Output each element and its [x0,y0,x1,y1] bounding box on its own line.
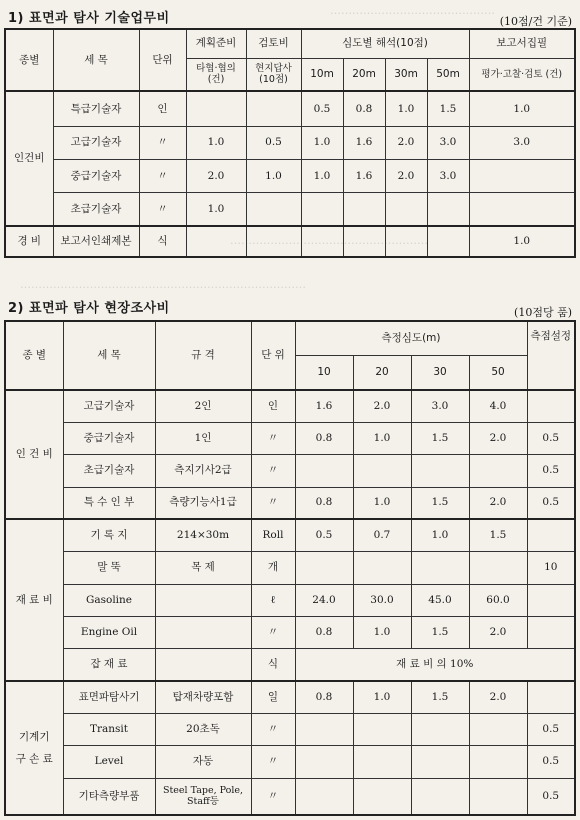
table-row [5,487,575,519]
row-d30 [411,746,469,778]
table-row [5,552,575,584]
row-unit: Roll [251,519,295,551]
row-setup: 0.5 [527,422,575,454]
row-unit: 일 [251,681,295,713]
row-unit: 인 [251,390,295,422]
row-d10: 0.8 [295,681,353,713]
row-d50: 3.0 [427,160,469,193]
row-item: Level [63,746,155,778]
row-d50: 2.0 [469,422,527,454]
header-review: 검토비 [246,29,301,58]
row-d50 [427,226,469,257]
row-setup [527,616,575,648]
row-item: 기 록 지 [63,519,155,551]
row-d30: 3.0 [411,390,469,422]
row-d10 [295,746,353,778]
header-report-sub: 평가·고찰·검토 (건) [469,58,575,91]
row-spec: 2인 [155,390,251,422]
row-d20 [353,746,411,778]
row-d30 [385,226,427,257]
row-spec: Steel Tape, Pole, Staff등 [155,778,251,815]
row-d30: 45.0 [411,584,469,616]
row-report: 1.0 [469,91,575,126]
row-d50: 1.5 [469,519,527,551]
section2-table [4,320,576,816]
table-row [5,584,575,616]
row-d50 [469,552,527,584]
header-depth-10: 10m [301,58,343,91]
row-d20 [353,552,411,584]
row-review [246,193,301,226]
table-row [5,616,575,648]
row-unit: 〃 [251,616,295,648]
header-plan: 계획준비 [186,29,246,58]
row-d50: 1.5 [427,91,469,126]
row-d20 [343,226,385,257]
table-row [5,422,575,454]
row-d50 [469,455,527,487]
row-d30: 1.5 [411,487,469,519]
row-d30: 1.0 [411,519,469,551]
row-d50: 2.0 [469,487,527,519]
row-item: 특급기술자 [53,91,139,126]
row-d30 [411,713,469,745]
table-row [5,193,575,226]
group-personnel: 인건비 [5,91,53,226]
row-d50 [469,713,527,745]
row-d30: 2.0 [385,160,427,193]
row-setup [527,390,575,422]
header-category: 종 별 [5,321,63,390]
row-d50: 3.0 [427,126,469,159]
row-d30: 1.5 [411,422,469,454]
row-unit: 〃 [251,778,295,815]
header-depth-20: 20 [353,356,411,391]
row-d20: 1.0 [353,681,411,713]
row-item: 고급기술자 [63,390,155,422]
row-d10 [301,226,343,257]
row-spec: 214×30m [155,519,251,551]
row-d10 [295,455,353,487]
row-d20 [343,193,385,226]
row-d50: 4.0 [469,390,527,422]
row-plan [186,91,246,126]
row-unit: 〃 [251,746,295,778]
bleed-through-text: ……………………………………… [330,4,495,17]
row-item: 잡 재 료 [63,649,155,681]
row-d30: 1.5 [411,681,469,713]
row-d10: 24.0 [295,584,353,616]
header-depth-group: 측정심도(m) [295,321,527,356]
row-spec: 자동 [155,746,251,778]
header-report: 보고서집필 [469,29,575,58]
row-d20: 1.6 [343,160,385,193]
row-review [246,91,301,126]
section2-unit-note: (10점당 품) [514,306,572,319]
row-d30 [411,455,469,487]
row-d10: 1.0 [301,126,343,159]
row-review [246,226,301,257]
group-material: 재 료 비 [5,519,63,681]
row-unit: 〃 [251,455,295,487]
row-unit: 〃 [139,193,186,226]
row-d20: 1.6 [343,126,385,159]
row-d10 [301,193,343,226]
row-unit: 〃 [251,713,295,745]
table-row [5,746,575,778]
row-item: 중급기술자 [53,160,139,193]
row-review: 0.5 [246,126,301,159]
row-unit: 〃 [139,160,186,193]
row-report: 1.0 [469,226,575,257]
row-d20: 1.0 [353,422,411,454]
row-item: 표면파탐사기 [63,681,155,713]
row-setup: 0.5 [527,746,575,778]
row-item: 고급기술자 [53,126,139,159]
header-depth-group: 심도별 해석(10점) [301,29,469,58]
row-unit: 인 [139,91,186,126]
row-d10: 1.0 [301,160,343,193]
row-item: 보고서인쇄제본 [53,226,139,257]
table-row [5,390,575,422]
row-d50: 60.0 [469,584,527,616]
row-spec: 측지기사2급 [155,455,251,487]
header-depth-50: 50m [427,58,469,91]
row-item: Gasoline [63,584,155,616]
row-setup [527,519,575,551]
header-review-sub: 현지답사 (10점) [246,58,301,91]
row-spec: 측량기능사1급 [155,487,251,519]
row-item: 중급기술자 [63,422,155,454]
row-d20 [353,455,411,487]
header-plan-sub: 타협·협의 (건) [186,58,246,91]
header-depth-30: 30 [411,356,469,391]
row-plan: 1.0 [186,193,246,226]
header-depth-30: 30m [385,58,427,91]
row-d30: 1.0 [385,91,427,126]
row-spec: 20초독 [155,713,251,745]
row-item: Transit [63,713,155,745]
table-row [5,649,575,681]
table-row [5,778,575,815]
header-depth-20: 20m [343,58,385,91]
header-item: 세 목 [53,29,139,91]
row-spec: 탑재차량포함 [155,681,251,713]
row-d30: 2.0 [385,126,427,159]
header-depth-10: 10 [295,356,353,391]
row-plan [186,226,246,257]
section2-title: 2) 표면파 탐사 현장조사비 [8,301,170,316]
row-unit: 식 [251,649,295,681]
header-category: 종별 [5,29,53,91]
row-d30 [411,778,469,815]
row-report: 3.0 [469,126,575,159]
section1-unit-note: (10점/건 기준) [499,15,572,28]
row-d10: 0.8 [295,422,353,454]
table-row [5,713,575,745]
row-d10: 0.5 [295,519,353,551]
header-item: 세 목 [63,321,155,390]
row-unit: ℓ [251,584,295,616]
row-unit: 〃 [139,126,186,159]
section1-table [4,28,576,258]
row-item: Engine Oil [63,616,155,648]
row-unit: 〃 [251,422,295,454]
row-report [469,160,575,193]
row-d20: 0.8 [343,91,385,126]
row-item: 초급기술자 [53,193,139,226]
row-d10 [295,552,353,584]
row-d20 [353,778,411,815]
misc-merged-note: 재 료 비 의 10% [295,649,575,681]
row-d30 [411,552,469,584]
row-d10: 0.8 [295,487,353,519]
row-d20: 1.0 [353,616,411,648]
header-unit: 단 위 [251,321,295,390]
row-spec [155,616,251,648]
table-row [5,91,575,126]
row-spec: 목 제 [155,552,251,584]
row-d20: 0.7 [353,519,411,551]
row-item: 말 뚝 [63,552,155,584]
row-d10 [295,713,353,745]
row-report [469,193,575,226]
row-spec [155,649,251,681]
row-d10: 0.5 [301,91,343,126]
header-depth-50: 50 [469,356,527,391]
row-d10 [295,778,353,815]
group-equipment: 기계기구 손 료 [5,681,63,815]
row-unit: 식 [139,226,186,257]
row-spec [155,584,251,616]
row-item: 특 수 인 부 [63,487,155,519]
row-setup [527,584,575,616]
row-setup: 0.5 [527,778,575,815]
bleed-through-text: …………………………………………………………………… [20,278,306,291]
row-setup: 0.5 [527,487,575,519]
row-d30: 1.5 [411,616,469,648]
row-d10: 0.8 [295,616,353,648]
header-spec: 규 격 [155,321,251,390]
row-d20 [353,713,411,745]
row-d30 [385,193,427,226]
table-row [5,455,575,487]
row-spec: 1인 [155,422,251,454]
row-d10: 1.6 [295,390,353,422]
row-unit: 〃 [251,487,295,519]
row-plan: 1.0 [186,126,246,159]
section1-title: 1) 표면과 탐사 기술업무비 [8,11,170,26]
row-review: 1.0 [246,160,301,193]
row-d20: 2.0 [353,390,411,422]
row-d50: 2.0 [469,616,527,648]
row-setup: 0.5 [527,455,575,487]
row-unit: 개 [251,552,295,584]
row-item: 기타측량부품 [63,778,155,815]
table-row [5,681,575,713]
row-d50 [469,778,527,815]
table-row [5,519,575,551]
bleed-through-text: ……………………………………………… [230,234,428,247]
row-d20: 1.0 [353,487,411,519]
row-setup [527,681,575,713]
table-row [5,226,575,257]
row-d50 [427,193,469,226]
group-expense: 경 비 [5,226,53,257]
row-item: 초급기술자 [63,455,155,487]
group-personnel: 인 건 비 [5,390,63,519]
header-setup: 측점설정 [527,321,575,390]
row-d20: 30.0 [353,584,411,616]
table-row [5,126,575,159]
row-d50: 2.0 [469,681,527,713]
row-setup: 0.5 [527,713,575,745]
table-row [5,160,575,193]
row-d50 [469,746,527,778]
row-plan: 2.0 [186,160,246,193]
row-setup: 10 [527,552,575,584]
header-unit: 단위 [139,29,186,91]
